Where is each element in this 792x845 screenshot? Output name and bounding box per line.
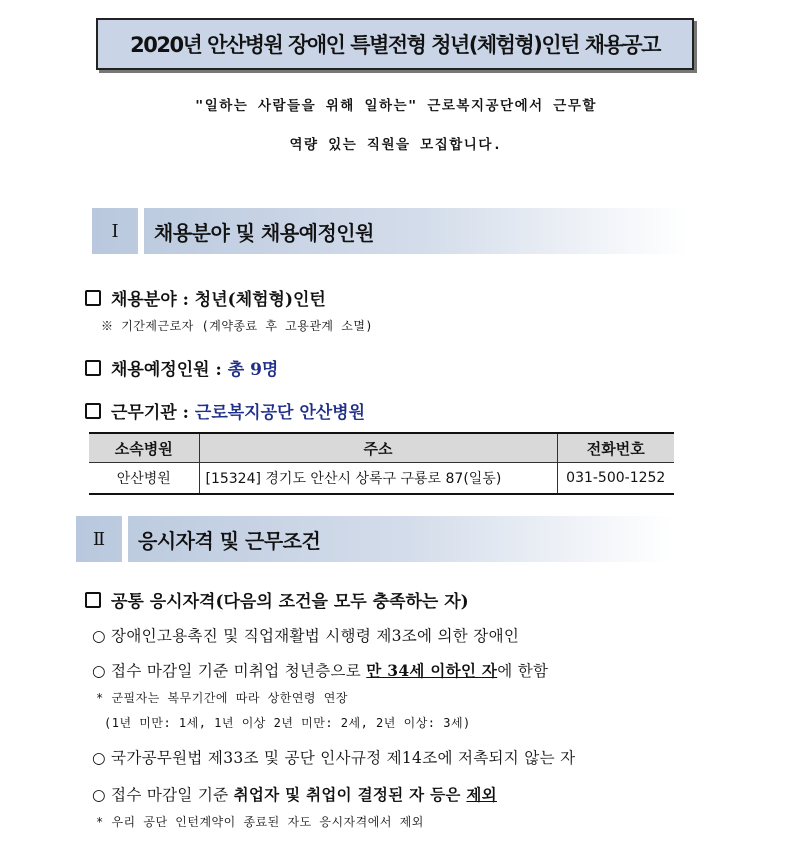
- org-item: [85, 398, 365, 423]
- bullet-4-text: ○ 접수 마감일 기준: [92, 786, 234, 804]
- section-1-divider: [138, 208, 144, 254]
- military-extension-note: (1년 미만: 1세, 1년 이상 2년 미만: 2세, 2년 이상: 3세): [104, 716, 471, 730]
- military-note: * 군필자는 복무기간에 따라 상한연령 연장: [96, 691, 348, 705]
- slogan-line-1: "일하는 사람들을 위해 일하는" 근로복지공단에서 근무할: [195, 98, 597, 114]
- section-2-divider: [122, 516, 128, 562]
- headcount-value: 총 9명: [227, 360, 279, 380]
- field-item: [85, 285, 326, 310]
- checkbox-icon: [85, 592, 101, 608]
- qualification-bullet-4: [92, 783, 497, 805]
- section-2-number: Ⅱ: [92, 528, 106, 550]
- headcount-item: [85, 355, 278, 380]
- table-header-cell: 전화번호: [557, 433, 674, 463]
- section-2-header: [76, 516, 672, 562]
- page-title: 2020년 안산병원 장애인 특별전형 청년(체험형)인턴 채용공고: [96, 18, 694, 70]
- org-label: 근무기관 :: [111, 403, 189, 423]
- table-row: [89, 463, 674, 495]
- qualification-bullet-2: [92, 659, 548, 681]
- section-2-title: 응시자격 및 근무조건: [138, 528, 321, 553]
- checkbox-icon: [85, 290, 101, 306]
- table-cell: 안산병원: [89, 463, 199, 495]
- exclusion-emphasis: 제외: [466, 785, 497, 804]
- field-note: ※ 기간제근로자 (계약종료 후 고용관계 소멸): [101, 319, 374, 333]
- qualification-bullet-1: ○ 장애인고용촉진 및 직업재활법 시행령 제3조에 의한 장애인: [92, 627, 520, 645]
- field-label: 채용분야 : 청년(체험형)인턴: [111, 290, 326, 310]
- qualification-bullet-3: ○ 국가공무원법 제33조 및 공단 인사규정 제14조에 저촉되지 않는 자: [92, 749, 576, 767]
- table-header-cell: 소속병원: [89, 433, 199, 463]
- intern-exclusion-note: * 우리 공단 인턴계약이 종료된 자도 응시자격에서 제외: [96, 815, 424, 829]
- age-limit-emphasis: 만 34세 이하인 자: [366, 661, 498, 680]
- headcount-label: 채용예정인원 :: [111, 360, 222, 380]
- table-cell: 031-500-1252: [557, 463, 674, 495]
- section-1-number: Ⅰ: [111, 220, 119, 242]
- bullet-2-suffix: 에 한함: [497, 662, 549, 680]
- table-header-row: [89, 433, 674, 463]
- bullet-2-text: ○ 접수 마감일 기준 미취업 청년층으로: [92, 662, 367, 680]
- hospital-table: [89, 432, 674, 495]
- checkbox-icon: [85, 360, 101, 376]
- section-1-header: [92, 208, 688, 254]
- common-qualification-label: 공통 응시자격(다음의 조건을 모두 충족하는 자): [111, 592, 469, 612]
- bullet-4-bold: 취업자 및 취업이 결정된 자 등은: [233, 785, 467, 804]
- common-qualification-item: [85, 587, 469, 612]
- org-value: 근로복지공단 안산병원: [194, 403, 366, 423]
- slogan-line-2: 역량 있는 직원을 모집합니다.: [289, 137, 503, 153]
- table-cell: [15324] 경기도 안산시 상록구 구룡로 87(일동): [199, 463, 557, 495]
- table-header-cell: 주소: [199, 433, 557, 463]
- section-1-title: 채용분야 및 채용예정인원: [154, 220, 374, 245]
- checkbox-icon: [85, 403, 101, 419]
